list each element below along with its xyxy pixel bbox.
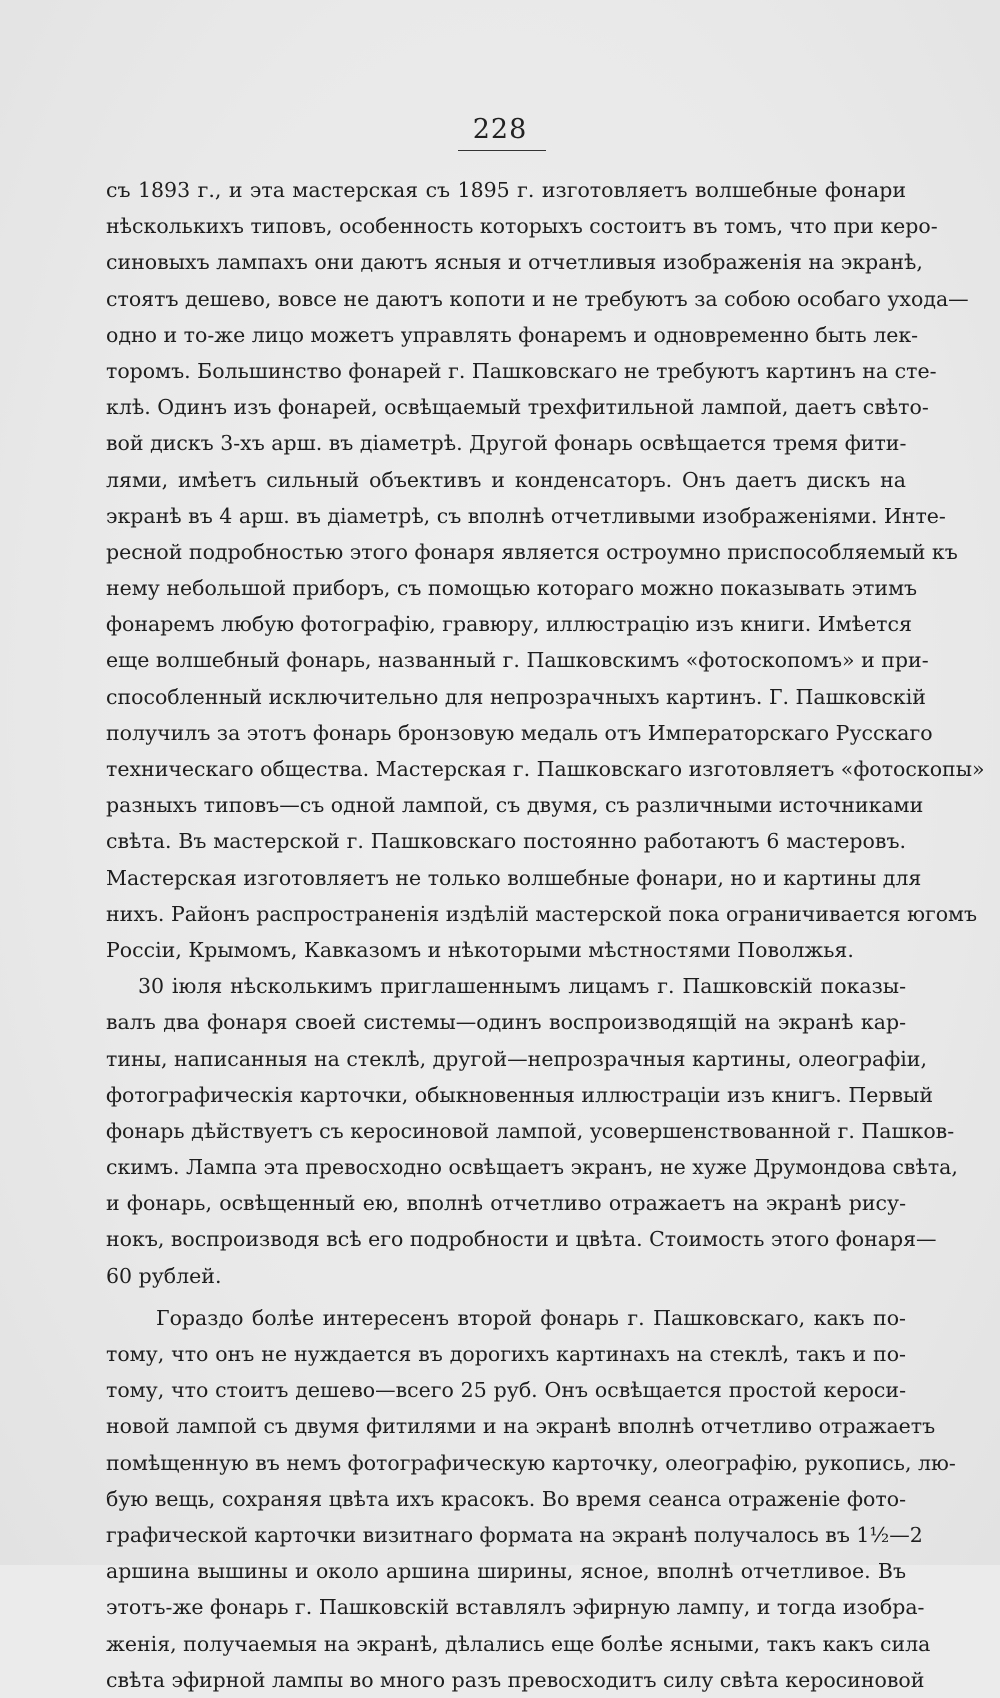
text-line: тому, что стоитъ дешево—всего 25 руб. Онъ освѣщается простой кероси-: [106, 1378, 906, 1403]
text-line: разныхъ типовъ—съ одной лампой, съ двумя, съ различными источниками: [106, 793, 924, 818]
text-line: Гораздо болѣе интересенъ второй фонарь г. Пашковскаго, какъ по-: [156, 1305, 906, 1330]
text-line: нѣсколькихъ типовъ, особенность которыхъ состоитъ въ томъ, что при керо-: [106, 214, 938, 239]
text-line: нему небольшой приборъ, съ помощью котораго можно показывать этимъ: [106, 576, 918, 601]
text-line: этотъ-же фонарь г. Пашковскій вставлялъ эфирную лампу, и тогда изобра-: [106, 1595, 925, 1620]
text-line: свѣта эфирной лампы во много разъ превосходитъ силу свѣта керосиновой: [106, 1667, 925, 1692]
text-line: и фонарь, освѣщенный ею, вполнѣ отчетливо отражаетъ на экранѣ рису-: [106, 1191, 906, 1216]
text-line: вой дискъ 3-хъ арш. въ діаметрѣ. Другой фонарь освѣщается тремя фити-: [106, 431, 907, 456]
text-line: валъ два фонаря своей системы—одинъ воспроизводящій на экранѣ кар-: [106, 1010, 906, 1035]
text-line: фонаремъ любую фотографію, гравюру, иллюстрацію изъ книги. Имѣется: [106, 612, 912, 637]
text-line: аршина вышины и около аршина ширины, ясное, вполнѣ отчетливое. Въ: [106, 1559, 906, 1584]
text-line: съ 1893 г., и эта мастерская съ 1895 г. изготовляетъ волшебные фонари: [106, 178, 906, 202]
text-line: бую вещь, сохраняя цвѣта ихъ красокъ. Во время сеанса отраженіе фото-: [106, 1486, 906, 1511]
text-line: синовыхъ лампахъ они даютъ ясныя и отчетливыя изображенія на экранѣ,: [106, 250, 923, 275]
text-line: Россіи, Крымомъ, Кавказомъ и нѣкоторыми мѣстностями Поволжья.: [106, 937, 854, 962]
text-line: женія, получаемыя на экранѣ, дѣлались еще болѣе ясными, такъ какъ сила: [106, 1631, 931, 1656]
text-line: получилъ за этотъ фонарь бронзовую медаль отъ Императорскаго Русскаго: [106, 720, 933, 745]
text-line: ресной подробностью этого фонаря является остроумно приспособляемый къ: [106, 539, 958, 564]
text-line: способленный исключительно для непрозрачныхъ картинъ. Г. Пашковскій: [106, 684, 926, 709]
text-line: одно и то-же лицо можетъ управлять фонаремъ и одновременно быть лек-: [106, 322, 919, 347]
text-line: тины, написанныя на стеклѣ, другой—непрозрачныя картины, олеографіи,: [106, 1046, 927, 1071]
text-line: новой лампой съ двумя фитилями и на экранѣ вполнѣ отчетливо отражаетъ: [106, 1414, 936, 1439]
text-line: нихъ. Районъ распространенія издѣлій мастерской пока ограничивается югомъ: [106, 901, 978, 926]
body-text: [106, 172, 985, 1698]
text-line: 60 рублей.: [106, 1263, 222, 1288]
text-line: графической карточки визитнаго формата на экранѣ получалось въ 1½—2: [106, 1522, 923, 1547]
text-line: техническаго общества. Мастерская г. Пашковскаго изготовляетъ «фотоскопы»: [106, 757, 985, 781]
text-line: помѣщенную въ немъ фотографическую карточку, олеографію, рукопись, лю-: [106, 1450, 956, 1475]
text-line: торомъ. Большинство фонарей г. Пашковскаго не требуютъ картинъ на сте-: [106, 358, 937, 383]
text-line: Мастерская изготовляетъ не только волшебные фонари, но и картины для: [106, 865, 922, 890]
text-line: стоятъ дешево, вовсе не даютъ копоти и не требуютъ за собою особаго ухода—: [106, 286, 969, 311]
text-line: свѣта. Въ мастерской г. Пашковскаго постоянно работаютъ 6 мастеровъ.: [106, 829, 906, 854]
text-line: 30 іюля нѣсколькимъ приглашеннымъ лицамъ г. Пашковскій показы-: [138, 974, 906, 999]
text-line: фотографическія карточки, обыкновенныя иллюстраціи изъ книгъ. Первый: [106, 1082, 933, 1107]
text-line: скимъ. Лампа эта превосходно освѣщаетъ экранъ, не хуже Друмондова свѣта,: [106, 1155, 958, 1180]
text-line: клѣ. Одинъ изъ фонарей, освѣщаемый трехфитильной лампой, даетъ свѣто-: [106, 395, 929, 420]
text-line: еще волшебный фонарь, названный г. Пашковскимъ «фотоскопомъ» и при-: [106, 648, 929, 673]
text-line: экранѣ въ 4 арш. въ діаметрѣ, съ вполнѣ отчетливыми изображеніями. Инте-: [106, 503, 946, 528]
text-line: фонарь дѣйствуетъ съ керосиновой лампой, усовершенствованной г. Пашков-: [106, 1118, 955, 1143]
text-line: тому, что онъ не нуждается въ дорогихъ картинахъ на стеклѣ, такъ и по-: [106, 1342, 906, 1366]
header-rule: [458, 150, 546, 151]
text-line: нокъ, воспроизводя всѣ его подробности и цвѣта. Стоимость этого фонаря—: [106, 1227, 937, 1252]
page-number: 228: [472, 114, 528, 145]
text-line: лями, имѣетъ сильный объективъ и конденсаторъ. Онъ даетъ дискъ на: [106, 467, 906, 492]
